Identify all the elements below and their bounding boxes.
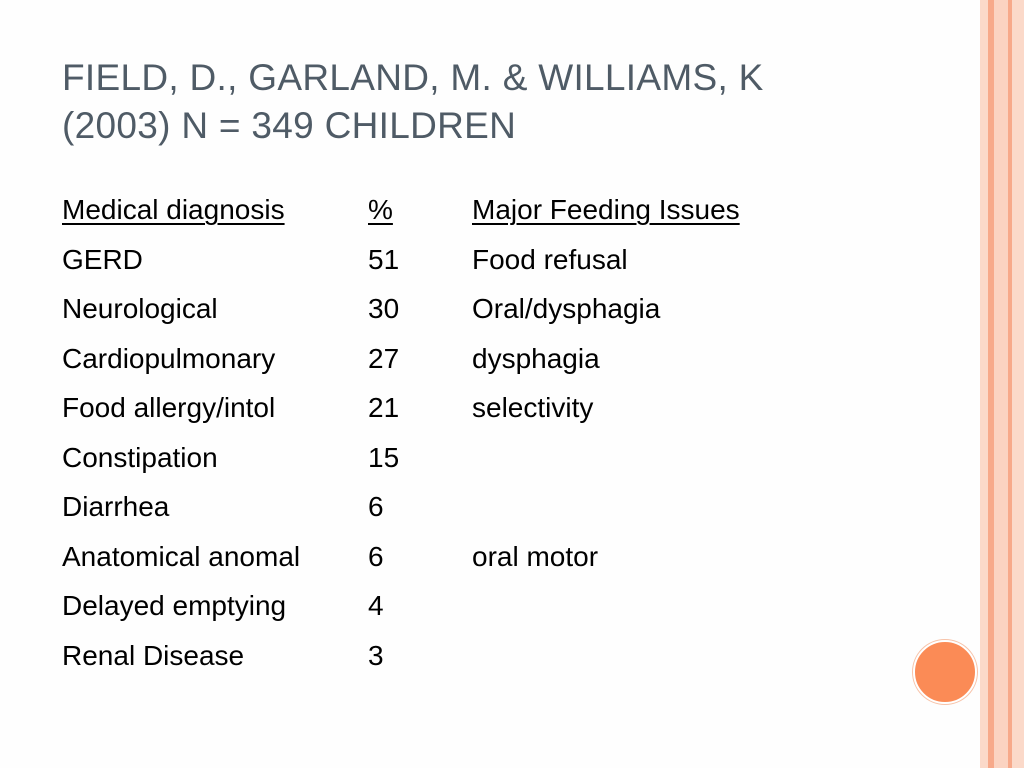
percent-cell: 27: [368, 342, 400, 374]
feeding-issue-cell: dysphagia: [472, 342, 600, 374]
header-cell-diagnosis: [62, 185, 368, 235]
table-row: [62, 284, 832, 334]
header-label: %: [368, 194, 393, 225]
slide-title: [62, 54, 942, 150]
percent-cell: 15: [368, 441, 400, 473]
percent-cell: 30: [368, 293, 400, 324]
diagnosis-cell: Food allergy/intol: [62, 392, 276, 423]
diagnosis-cell: Constipation: [62, 441, 218, 473]
table-row: [62, 631, 832, 681]
slide-title-line-1: FIELD, D., GARLAND, M. & WILLIAMS, K: [62, 57, 764, 98]
diagnosis-cell: Anatomical anomal: [62, 540, 301, 572]
table-row: [62, 383, 832, 433]
diagnosis-cell: Diarrhea: [62, 491, 170, 522]
table-row: [62, 433, 832, 483]
slide-title-line-2: (2003) N = 349 CHILDREN: [62, 105, 517, 146]
header-label: Major Feeding Issues: [472, 194, 740, 225]
header-cell-percent: [368, 185, 472, 235]
diagnosis-cell: Delayed emptying: [62, 590, 287, 621]
decorative-stripe: [980, 0, 988, 768]
table-body: [62, 235, 832, 681]
table-row: [62, 532, 832, 582]
diagnosis-cell: GERD: [62, 243, 143, 275]
percent-cell: 3: [368, 639, 384, 671]
feeding-issue-cell: Food refusal: [472, 243, 628, 275]
header-cell-feeding-issues: [472, 185, 832, 235]
diagnosis-cell: Renal Disease: [62, 639, 245, 671]
decorative-stripe: [994, 0, 1008, 768]
diagnosis-cell: Cardiopulmonary: [62, 342, 276, 374]
table-row: [62, 334, 832, 384]
header-label: Medical diagnosis: [62, 194, 285, 225]
decorative-circle: [913, 640, 977, 704]
diagnosis-cell: Neurological: [62, 293, 218, 324]
percent-cell: 4: [368, 590, 384, 621]
table-row: [62, 235, 832, 285]
percent-cell: 21: [368, 392, 400, 423]
percent-cell: 51: [368, 243, 400, 275]
decorative-stripe: [1012, 0, 1024, 768]
feeding-issue-cell: selectivity: [472, 392, 594, 423]
diagnosis-table: [62, 185, 832, 680]
feeding-issue-cell: oral motor: [472, 540, 599, 572]
percent-cell: 6: [368, 491, 384, 522]
feeding-issue-cell: Oral/dysphagia: [472, 293, 661, 324]
table-header-row: [62, 185, 832, 235]
table-row: [62, 581, 832, 631]
table-row: [62, 482, 832, 532]
percent-cell: 6: [368, 540, 384, 572]
